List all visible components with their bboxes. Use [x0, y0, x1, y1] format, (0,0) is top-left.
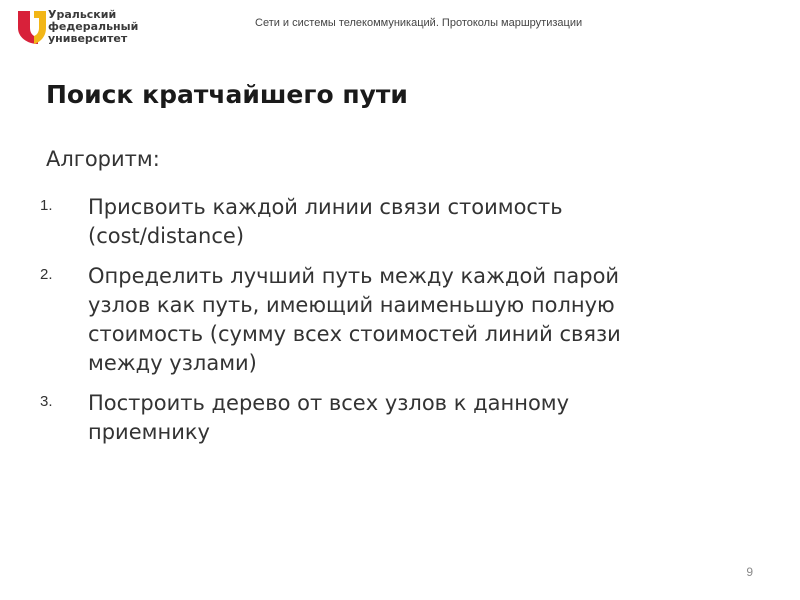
step-line: (cost/distance): [88, 224, 245, 248]
course-title: Сети и системы телекоммуникаций. Протоколы маршрутизации: [255, 17, 583, 29]
university-logo-icon: [14, 8, 50, 48]
logo-line: университет: [48, 32, 128, 45]
step-line: Присвоить каждой линии связи стоимость: [88, 195, 563, 219]
step-line: Построить дерево от всех узлов к данному: [88, 391, 570, 415]
step-number: 1.: [40, 197, 53, 214]
slide-title: Поиск кратчайшего пути: [46, 80, 408, 109]
list-item: [38, 262, 758, 378]
step-line: Определить лучший путь между каждой парой: [88, 264, 620, 288]
logo-line: Уральский: [48, 8, 117, 21]
logo-line: федеральный: [48, 20, 139, 33]
logo-wordmark: [48, 9, 138, 45]
step-line: между узлами): [88, 351, 257, 375]
algorithm-steps: [38, 193, 758, 458]
step-number: 2.: [40, 266, 53, 283]
university-logo: [14, 8, 154, 48]
list-item: [38, 193, 758, 251]
list-item: [38, 389, 758, 447]
step-number: 3.: [40, 393, 53, 410]
step-line: узлов как путь, имеющий наименьшую полную: [88, 293, 615, 317]
step-line: приемнику: [88, 420, 210, 444]
step-line: стоимость (сумму всех стоимостей линий связи: [88, 322, 621, 346]
algorithm-label: Алгоритм:: [46, 147, 160, 171]
page-number: 9: [746, 565, 753, 579]
